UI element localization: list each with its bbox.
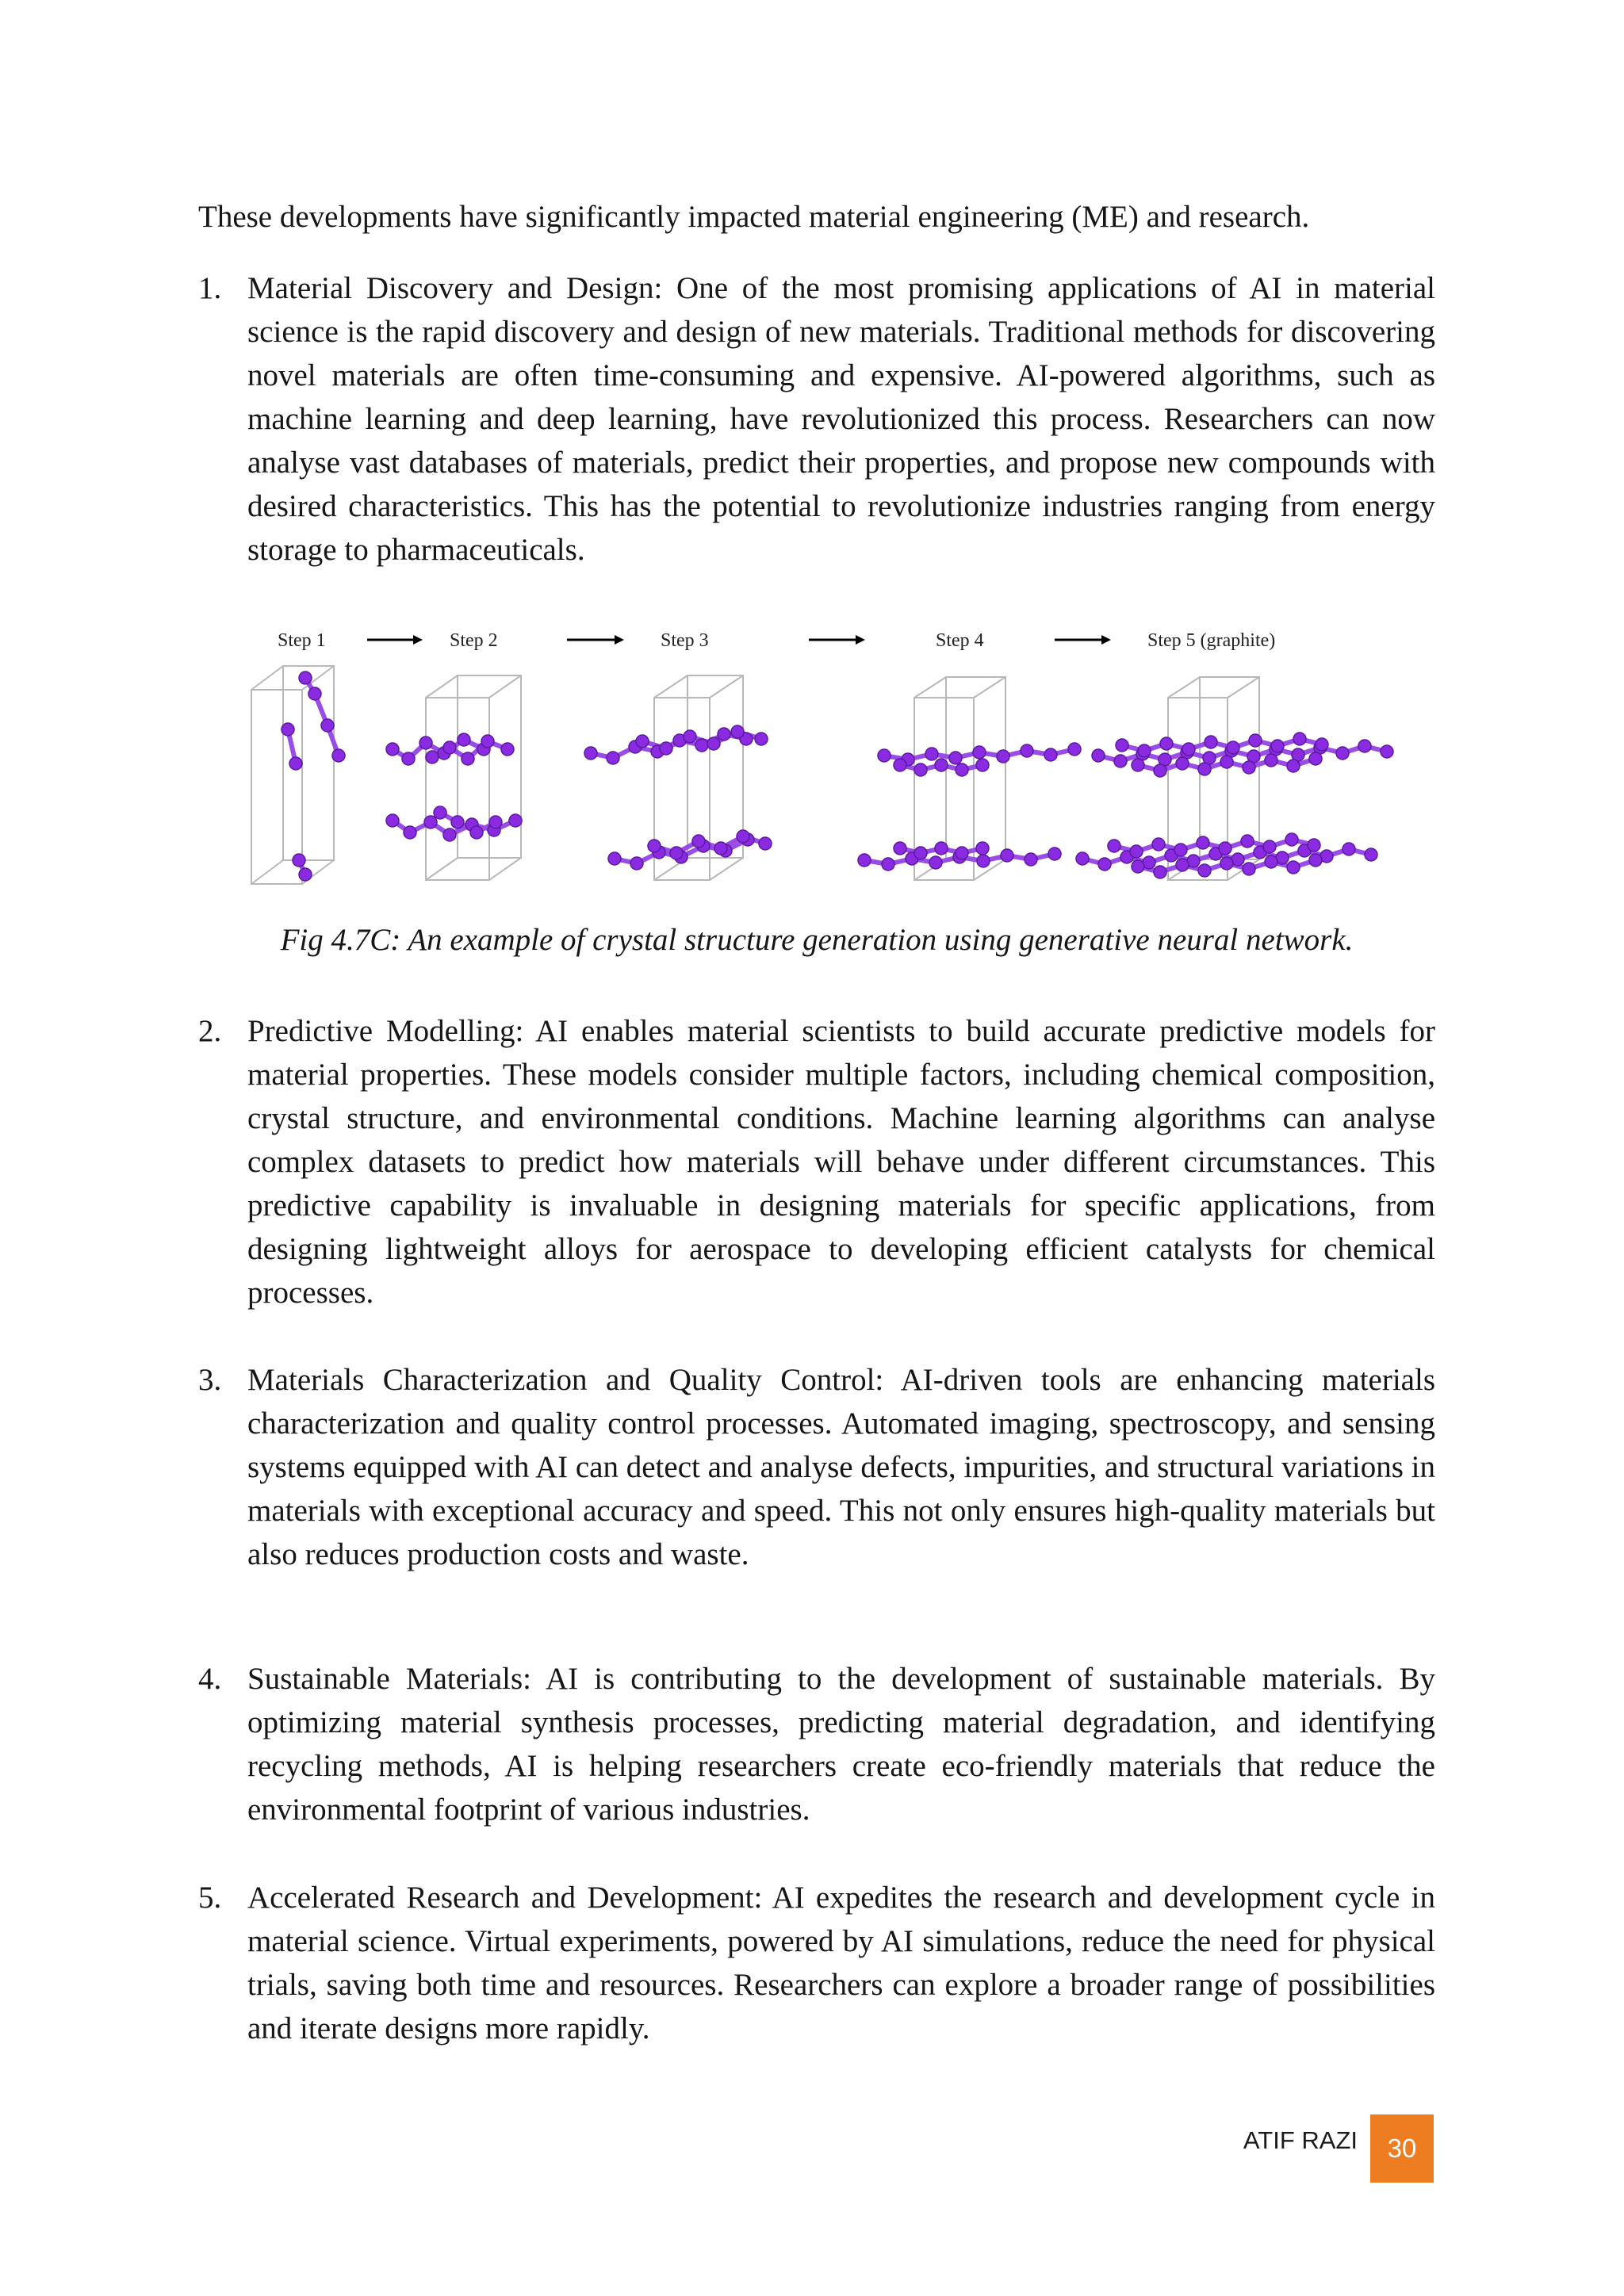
- atom: [282, 723, 294, 736]
- atom: [289, 757, 302, 770]
- list-text: Predictive Modelling: AI enables material scientists to build accurate predictive models for material properties. These models consider multiple factors, including chemical composition, crystal structure, and environmental conditions. Machine learning algorithms can analyse complex datasets to predict how materials will behave under different circumstances. This predictive capability is invaluable in designing materials for specific applications, from designing lightweight alloys for aerospace to developing efficient catalysts for chemical processes.: [247, 1014, 1435, 1310]
- atom: [914, 847, 927, 859]
- atom: [731, 725, 744, 738]
- atom: [759, 837, 772, 850]
- list-number: 4.: [198, 1662, 222, 1696]
- atom: [1241, 835, 1254, 848]
- atom: [1001, 849, 1013, 862]
- atom: [308, 687, 321, 700]
- atom: [1316, 738, 1328, 751]
- list-number: 1.: [198, 271, 222, 305]
- atom: [1309, 854, 1322, 867]
- atom: [458, 733, 470, 746]
- atom: [1044, 748, 1057, 761]
- atom: [607, 752, 619, 764]
- step-label: Step 4: [936, 630, 984, 651]
- atom: [321, 719, 334, 732]
- atom: [1154, 764, 1166, 777]
- atom: [386, 743, 399, 756]
- atom: [1285, 833, 1298, 846]
- list-text: Accelerated Research and Development: AI expedites the research and development cycle in material science. Virtual experiments, powered by AI simulations, reduce the need for physical trials, saving both time and resources. Researchers can explore a broader range of possibilities and iterate designs more rapidly.: [247, 1881, 1435, 2045]
- unit-cell-box: [251, 666, 334, 884]
- atom: [1309, 752, 1322, 765]
- atom: [608, 852, 621, 865]
- arrow-icon: [1055, 635, 1111, 645]
- atom: [299, 868, 312, 881]
- list-item: [198, 1358, 1435, 1576]
- list-item: [198, 1657, 1435, 1831]
- atom: [1025, 853, 1037, 866]
- atom: [997, 750, 1009, 763]
- atom: [894, 842, 906, 855]
- step-label: Step 3: [661, 630, 709, 651]
- atom: [419, 737, 432, 749]
- atom: [1130, 845, 1143, 858]
- atom: [1182, 743, 1195, 756]
- atom: [1271, 740, 1284, 752]
- list-item: [198, 1876, 1435, 2050]
- atom: [976, 842, 989, 855]
- atom: [894, 759, 906, 771]
- step-label: Step 5 (graphite): [1147, 630, 1276, 651]
- atom: [426, 751, 439, 763]
- atom: [1092, 749, 1105, 762]
- atom: [1265, 754, 1277, 767]
- crystal-structure-figure: [242, 622, 1400, 904]
- atom: [878, 749, 891, 762]
- arrow-icon: [367, 635, 423, 645]
- unit-cells: [251, 666, 1259, 884]
- atom: [1176, 757, 1189, 770]
- atoms: [282, 672, 1393, 881]
- atom: [509, 814, 522, 827]
- atom: [1205, 736, 1217, 748]
- atom: [1249, 734, 1262, 747]
- atom: [443, 828, 456, 841]
- atom: [1308, 839, 1320, 851]
- atom: [1098, 858, 1111, 871]
- atom: [714, 842, 727, 855]
- atom: [1287, 760, 1300, 772]
- step-label: Step 2: [450, 630, 498, 651]
- atom: [424, 816, 437, 828]
- step-label: Step 1: [278, 630, 326, 651]
- atom: [443, 741, 456, 754]
- atom: [935, 842, 948, 855]
- atom: [1220, 857, 1233, 870]
- atom: [914, 763, 927, 776]
- atom: [386, 814, 399, 827]
- atom: [692, 835, 705, 848]
- bond-chain: [1122, 739, 1322, 751]
- atom: [956, 763, 968, 776]
- atom: [630, 857, 643, 870]
- atom: [1021, 744, 1033, 757]
- atom: [332, 749, 345, 762]
- atom: [737, 830, 749, 843]
- atom: [1132, 759, 1144, 771]
- atom: [1116, 739, 1128, 752]
- atom: [1243, 761, 1255, 774]
- atom: [481, 735, 494, 748]
- atom: [1154, 866, 1166, 878]
- atom: [1287, 861, 1300, 874]
- atom: [1358, 740, 1371, 752]
- atom: [973, 746, 986, 759]
- list-item: [198, 266, 1435, 572]
- atom: [1174, 844, 1187, 856]
- list-item: [198, 1009, 1435, 1314]
- atom: [1342, 843, 1355, 855]
- atom: [1138, 744, 1151, 757]
- atom: [584, 747, 597, 760]
- atom: [1114, 755, 1127, 767]
- atom: [1076, 852, 1089, 865]
- atom: [1068, 743, 1081, 756]
- atom: [695, 739, 708, 752]
- atom: [1198, 763, 1211, 775]
- list-number: 3.: [198, 1363, 222, 1397]
- atom: [1197, 836, 1209, 849]
- atom: [935, 759, 948, 771]
- atom: [858, 854, 871, 867]
- list-number: 2.: [198, 1014, 222, 1048]
- atom: [451, 816, 464, 828]
- atom: [929, 856, 942, 869]
- atom: [1263, 840, 1276, 853]
- atom: [718, 728, 730, 740]
- atom: [1132, 860, 1144, 873]
- atom: [949, 752, 962, 764]
- atom: [470, 826, 483, 839]
- atom: [404, 826, 416, 839]
- arrow-icon: [809, 635, 865, 645]
- atom: [1365, 848, 1377, 861]
- atom: [1160, 737, 1173, 750]
- arrow-icon: [567, 635, 624, 645]
- atom: [299, 672, 312, 684]
- atom: [1227, 741, 1239, 754]
- atom: [648, 840, 661, 852]
- atom: [636, 735, 649, 748]
- atom: [1176, 859, 1189, 871]
- atom: [434, 806, 446, 819]
- atom: [293, 854, 305, 867]
- atom: [1220, 756, 1233, 768]
- atom: [976, 759, 989, 771]
- unit-cell-box: [426, 675, 521, 880]
- atom: [462, 752, 474, 765]
- atom: [956, 847, 968, 859]
- atom: [1293, 733, 1306, 745]
- atom: [660, 742, 672, 755]
- atom: [1265, 855, 1277, 868]
- atom: [707, 737, 720, 750]
- atom: [684, 730, 696, 743]
- list-number: 5.: [198, 1881, 222, 1915]
- list-text: Sustainable Materials: AI is contributing to the development of sustainable materials. By optimizing material synthesis processes, predicting material degradation, and identifying recycling methods, AI is helping researchers create eco-friendly materials that reduce the environmental footprint of various industries.: [247, 1662, 1435, 1827]
- footer-author: ATIF RAZI: [1243, 2126, 1358, 2154]
- list-text: Materials Characterization and Quality Control: AI-driven tools are enhancing materials characterization and quality control processes. Automated imaging, spectroscopy, and sensing systems equipped with AI can detect and analyse defects, impurities, and structural variations in materials with exceptional accuracy and speed. This not only ensures high-quality materials but also reduces production costs and waste.: [247, 1363, 1435, 1571]
- atom: [1152, 838, 1165, 851]
- atom: [1243, 863, 1255, 875]
- list-text: Material Discovery and Design: One of the most promising applications of AI in material science is the rapid discovery and design of new materials. Traditional methods for discovering novel materials are often time-consuming and expensive. AI-powered algorithms, such as machine learning and deep learning, have revolutionized this process. Researchers can now analyse vast databases of materials, predict their properties, and propose new compounds with desired characteristics. This has the potential to revolutionize industries ranging from energy storage to pharmaceuticals.: [247, 271, 1435, 567]
- step-labels: [278, 630, 1275, 651]
- atom: [925, 748, 938, 760]
- intro-paragraph: These developments have significantly impacted material engineering (ME) and research.: [198, 200, 1310, 234]
- page-number-badge: 30: [1370, 2114, 1434, 2183]
- atom: [489, 816, 502, 828]
- atom: [1219, 842, 1231, 855]
- atom: [402, 752, 415, 765]
- atom: [977, 855, 990, 867]
- atom: [882, 858, 894, 871]
- atom: [1198, 864, 1211, 877]
- atom: [755, 733, 768, 745]
- atom: [1381, 745, 1393, 758]
- atom: [1108, 840, 1120, 852]
- atom: [501, 743, 514, 756]
- atom: [1336, 747, 1349, 760]
- atom: [670, 847, 683, 859]
- atom: [1048, 848, 1061, 860]
- figure-caption: Fig 4.7C: An example of crystal structure generation using generative neural network.: [280, 923, 1354, 957]
